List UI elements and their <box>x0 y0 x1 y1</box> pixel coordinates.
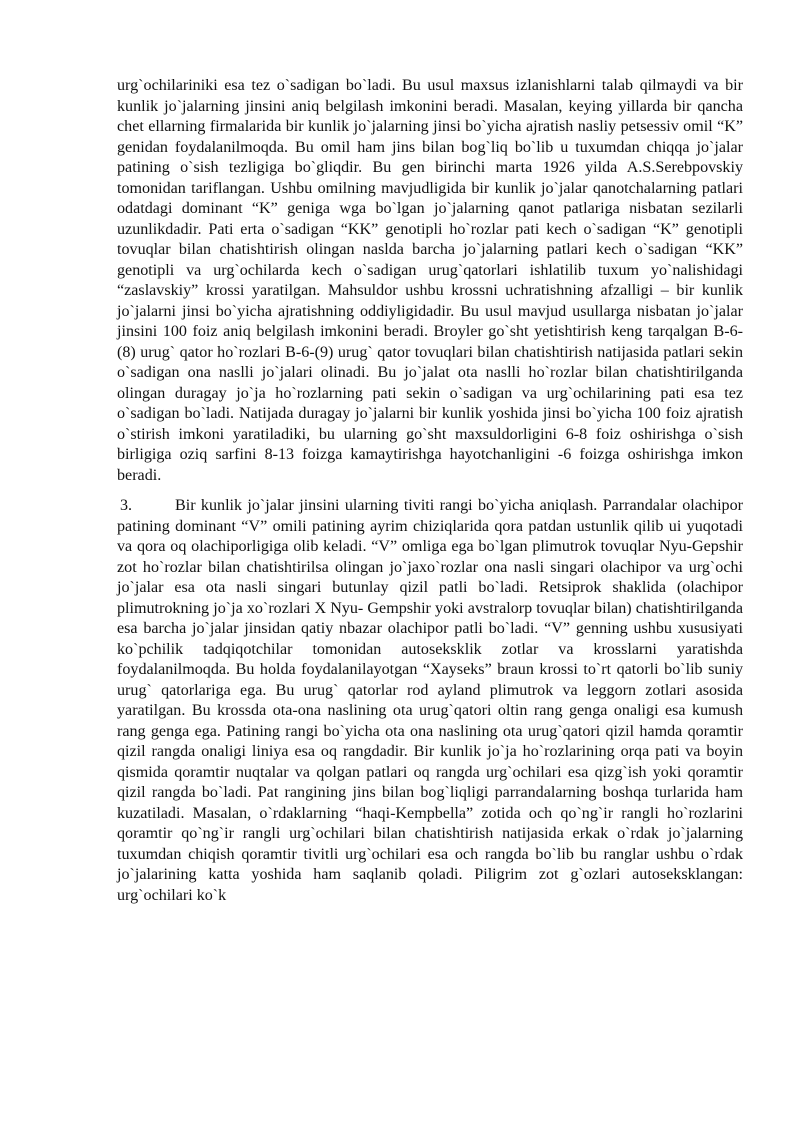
paragraph-text: Bir kunlik jo`jalar jinsini ularning tiviti rangi bo`yicha aniqlash. Parrandalar olachipor patining dominant “V” omili patining ayrim chiziqlarida qora patdan ustunlik qilib ui yuqotadi va qora oq olachiporligiga olib keladi. “V” omliga ega bo`lgan plimutrok tovuqlar Nyu-Gepshir zot ho`rozlar bilan chatishtirilsa olingan jo`jaxo`rozlar ona nasli singari olachipor va urg`ochi jo`jalar esa ota nasli singari butunlay qizil patli bo`ladi. Retsiprok shaklida (olachipor plimutrokning jo`ja xo`rozlari X Nyu- Gempshir yoki avstralorp tovuqlar bilan) chatishtirilganda esa barcha jo`jalar jinsidan qatiy nbazar olachipor patli bo`ladi. “V” genning ushbu xususiyati ko`pchilik tadqiqotchilar tomonidan autoseksklik zotlar va krosslarni yaratishda foydalanilmoqda. Bu holda foydalanilayotgan “Xayseks” braun krossi to`rt qatorli bo`lib suniy urug` qatorlariga ega. Bu urug` qatorlar rod ayland plimutrok va leggorn zotlari asosida yaratilgan. Bu krossda ota-ona naslining ota urug`qatori oltin rang genga onaligi esa kumush rang genga ega. Patining rangi bo`yicha ota ona naslining ota urug`qatori qizil hamda qoramtir qizil rangda onaligi liniya esa oq rangdadir. Bir kunlik jo`ja ho`rozlarining orqa pati va boyin qismida qoramtir nuqtalar va qolgan patlari oq rangda urg`ochilari esa qizg`ish yoki qoramtir qizil rangda bo`ladi. Pat rangining jins bilan bog`liqligi parrandalarning boshqa turlarida ham kuzatiladi. Masalan, o`rdaklarning “haqi-Kempbella” zotida och qo`ng`ir rangli ho`rozlarini qoramtir qo`ng`ir rangli urg`ochilari bilan chatishtirish natijasida erkak o`rdak jo`jalarning tuxumdan chiqish qoramtir tivitli urg`ochilari esa och rangda bo`lib bu ranglar ushbu o`rdak jo`jalarining katta yoshida ham saqlanib qoladi. Piligrim zot g`ozlari autoseksklangan: urg`ochilari ko`k <box>117 497 743 904</box>
numbered-paragraph <box>117 496 743 906</box>
paragraph-number: 3. <box>120 497 133 514</box>
paragraph: urg`ochilariniki esa tez o`sadigan bo`ladi. Bu usul maxsus izlanishlarni talab qilmaydi va bir kunlik jo`jalarning jinsini aniq belgilash imkonini beradi. Masalan, keying yillarda bir qancha chet ellarning firmalarida bir kunlik jo`jalarning jinsi bo`yicha ajratish nasliy petsessiv omil “K” genidan foydalanilmoqda. Bu omil ham jins bilan bog`liq bo`lib u tuxumdan chiqqa jo`jalar patining o`sish tezligiga bo`gliqdir. Bu gen birinchi marta 1926 yilda A.S.Serebpovskiy tomonidan tariflangan. Ushbu omilning mavjudligida bir kunlik jo`jalar qanotchalarning patlari odatdagi dominant “K” geniga wga bo`lgan jo`jalarning qanot patlariga nisbatan sezilarli uzunlikdadir. Pati erta o`sadigan “KK” genotipli ho`rozlar pati kech o`sadigan “K” genotipli tovuqlar bilan chatishtirish olingan naslda barcha jo`jalarning patlari kech o`sadigan “KK” genotipli va urg`ochilarda kech o`sadigan urug`qatorlari ishlatilib tuxum yo`nalishidagi “zaslavskiy” krossi yaratilgan. Mahsuldor ushbu krossni uchratishning afzalligi – bir kunlik jo`jalarni jinsi bo`yicha ajratishning oddiyligidadir. Bu usul mavjud usullarga nisbatan jo`jalar jinsini 100 foiz aniq belgilash imkonini beradi. Broyler go`sht yetishtirish keng tarqalgan B-6-(8) urug` qator ho`rozlari B-6-(9) urug` qator tovuqlari bilan chatishtirish natijasida patlari sekin o`sadigan ona naslli jo`jalari olinadi. Bu jo`jalat ota naslli ho`rozlar bilan chatishtirilganda olingan duragay jo`ja ho`rozlarning pati sekin o`sadigan va urg`ochilarining pati esa tez o`sadigan bo`ladi. Natijada duragay jo`jalarni bir kunlik yoshida jinsi bo`yicha 100 foiz ajratish o`stirish imkoni yaratiladiki, bu ularning go`sht maxsuldorligini 6-8 foiz oshirishga o`sish birligiga oziq sarfini 8-13 foizga kamaytirishga hayotchanligini -6 foizga oshirishga imkon beradi. <box>117 77 743 484</box>
page-body <box>117 76 743 906</box>
